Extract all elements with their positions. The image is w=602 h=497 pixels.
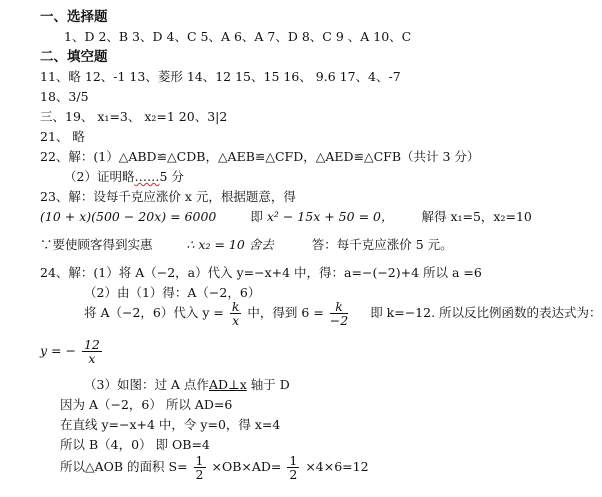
question-24-line5 xyxy=(84,376,290,394)
q24-line5-b: 轴于 D xyxy=(246,377,290,392)
fraction-denominator: −2 xyxy=(329,313,349,328)
q24-line9-a: 所以△AOB 的面积 S= xyxy=(60,459,188,474)
q23-equation-1: (10 + x)(500 − 20x) = 6000 xyxy=(40,209,217,224)
fraction-numerator: 1 xyxy=(195,453,204,468)
q24-line9-c: ×4×6=12 xyxy=(305,459,369,474)
question-23c xyxy=(40,236,453,254)
question-22b xyxy=(64,168,184,186)
q24-line5-underline: AD⊥x xyxy=(208,377,247,392)
fraction-numerator: k xyxy=(231,299,240,314)
fraction-denominator: 2 xyxy=(289,467,298,482)
q23-solve-label: 解得 xyxy=(421,209,447,224)
fraction-12-over-x xyxy=(82,338,102,365)
question-24-line1: 24、解：(1）将 A（−2，a）代入 y=−x+4 中，得：a=−(−2)+4 所以 a =6 xyxy=(40,265,482,280)
q24-line5-a: （3）如图：过 A 点作 xyxy=(84,377,209,392)
q22b-dots: …… xyxy=(134,169,160,184)
question-24-line8: 所以 B（4，0） 即 OB=4 xyxy=(60,437,210,452)
question-24-line9 xyxy=(60,454,369,481)
fraction-numerator: 1 xyxy=(289,453,298,468)
q23c-right: 答：每千克应涨价 5 元。 xyxy=(311,237,453,252)
fraction-numerator: 12 xyxy=(83,337,100,352)
section2-row2: 18、3/5 xyxy=(40,89,89,104)
q22b-prefix: （2）证明略 xyxy=(64,169,135,184)
question-24-line4 xyxy=(40,338,104,365)
section1-answers: 1、D 2、B 3、D 4、C 5、A 6、A 7、D 8、C 9 、A 10、C xyxy=(64,29,412,44)
fraction-denominator: 2 xyxy=(195,467,204,482)
question-21: 21、 略 xyxy=(40,129,85,144)
fraction-numerator: k xyxy=(330,300,348,314)
q24-line3-c: 即 k=−12. 所以反比例函数的表达式为： xyxy=(370,305,602,320)
question-23a: 23、解：设每千克应涨价 x 元，根据题意，得 xyxy=(40,189,296,204)
fraction-k-over-neg2 xyxy=(330,300,348,327)
question-24-line6: 因为 A（−2，6） 所以 AD=6 xyxy=(60,397,233,412)
q23-solve: x₁=5，x₂=10 xyxy=(450,209,532,224)
q24-line3-b: 中，得到 6 = xyxy=(247,305,324,320)
q24-line4-a: y = − xyxy=(40,343,76,358)
q24-line3-a: 将 A（−2，6）代入 y = xyxy=(84,305,224,320)
section2-title: 二、填空题 xyxy=(40,49,108,65)
fraction-one-half xyxy=(194,454,206,481)
q23-equation-2: x² − 15x + 50 = 0， xyxy=(266,209,394,224)
fraction-k-over-x xyxy=(230,300,242,327)
fraction-denominator: x xyxy=(232,313,240,328)
q23-eq2-label: 即 xyxy=(250,209,263,224)
question-23-equations xyxy=(40,208,532,226)
question-24-line7: 在直线 y=−x+4 中，令 y=0，得 x=4 xyxy=(60,417,281,432)
question-22a: 22、解：(1）△ABD≌△CDB，△AEB≌△CFD，△AED≌△CFB（共计 3 分） xyxy=(40,149,480,164)
q24-line9-b: ×OB×AD= xyxy=(211,459,282,474)
section3-row19: 三、19、 x₁=3、 x₂=1 20、3|2 xyxy=(40,109,228,124)
q23c-mid: ∴ x₂ = 10 舍去 xyxy=(186,237,274,252)
q23c-left: ∵要使顾客得到实惠 xyxy=(40,237,153,252)
section1-title: 一、选择题 xyxy=(40,9,108,25)
question-24-line2: （2）由（1）得：A（−2，6） xyxy=(84,285,261,300)
section2-row1: 11、略 12、-1 13、菱形 14、12 15、15 16、 9.6 17、4、-7 xyxy=(40,69,401,84)
question-24-line3 xyxy=(84,300,602,327)
fraction-one-half xyxy=(287,454,299,481)
q22b-suffix: 5 分 xyxy=(159,169,184,184)
fraction-denominator: x xyxy=(88,351,96,366)
